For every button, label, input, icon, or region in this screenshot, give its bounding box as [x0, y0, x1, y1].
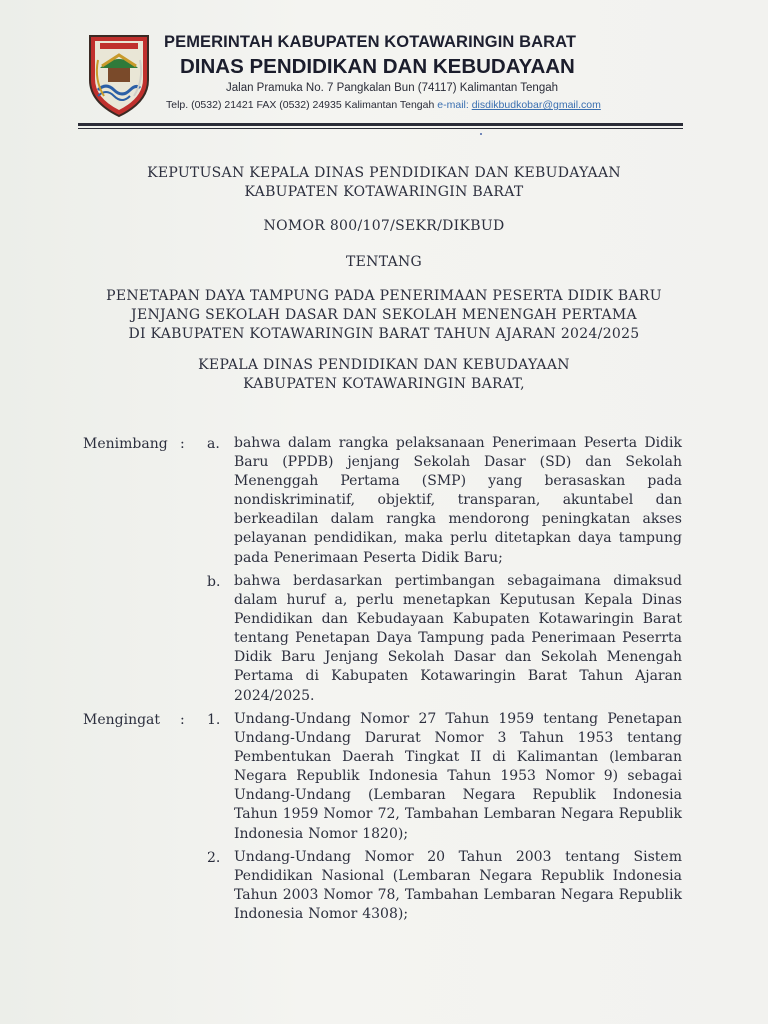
- decree-number: NOMOR 800/107/SEKR/DIKBUD: [263, 218, 505, 234]
- letterhead-office: DINAS PENDIDIKAN DAN KEBUDAYAAN: [180, 55, 575, 78]
- menimbang-a-text: bahwa dalam rangka pelaksanaan Penerimaan Peserta Didik Baru (PPDB) jenjang Sekolah Dasar (SD) dan Sekolah Menenggah Pertama (SMP) yang berasaskan pada nondiskriminatif, objektif, transparan, akuntabel dan berkeadilan dalam rangka mendorong peningkatan akses pelayanan pendidikan, maka perlu ditetapkan daya tampung pada Penerimaan Peserta Didik Baru;: [234, 435, 682, 566]
- authority-1: KEPALA DINAS PENDIDIKAN DAN KEBUDAYAAN: [198, 357, 570, 373]
- letterhead-address: Jalan Pramuka No. 7 Pangkalan Bun (74117) Kalimantan Tengah: [226, 82, 559, 94]
- email-label: e-mail:: [437, 99, 469, 111]
- email-link[interactable]: disdikbudkobar@gmail.com: [471, 99, 601, 111]
- menimbang-label: Menimbang: [83, 436, 168, 452]
- mengingat-2-marker: 2.: [207, 850, 221, 866]
- mengingat-label: Mengingat: [83, 712, 161, 728]
- decree-title-1: KEPUTUSAN KEPALA DINAS PENDIDIKAN DAN KEBUDAYAAN: [147, 165, 621, 181]
- mengingat-1-text: Undang-Undang Nomor 27 Tahun 1959 tentang Penetapan Undang-Undang Darurat Nomor 3 Tahun 1953 tentang Pembentukan Daerah Tingkat II di Kalimantan (lembaran Negara Republik Indonesia Tahun 1953 Nomor 9) sebagai Undang-Undang (Lembaran Negara Republik Indonesia Tahun 1959 Nomor 72, Tambahan Lembaran Negara Republik Indonesia Nomor 1820);: [234, 711, 682, 842]
- mengingat-1-marker: 1.: [207, 712, 221, 728]
- menimbang-colon: :: [180, 436, 185, 452]
- menimbang-a-marker: a.: [207, 436, 220, 452]
- mengingat-colon: :: [180, 712, 185, 728]
- menimbang-b-text: bahwa berdasarkan pertimbangan sebagaimana dimaksud dalam huruf a, perlu menetapkan Keputusan Kepala Dinas Pendidikan dan Kebudayaan Kabupaten Kotawaringin Barat tentang Penetapan Daya Tampung pada Penerimaan Peserrta Didik Baru Jenjang Sekolah Dasar dan Sekolah Menengah Pertama di Kabupaten Kotawaringin Barat Tahun Ajaran 2024/2025.: [234, 573, 682, 704]
- decree-subject-1: PENETAPAN DAYA TAMPUNG PADA PENERIMAAN PESERTA DIDIK BARU: [106, 288, 662, 304]
- decree-title-2: KABUPATEN KOTAWARINGIN BARAT: [244, 184, 524, 200]
- mengingat-2-text: Undang-Undang Nomor 20 Tahun 2003 tentang Sistem Pendidikan Nasional (Lembaran Negara Republik Indonesia Tahun 2003 Nomor 78, Tambahan Lembaran Negara Republik Indonesia Nomor 4308);: [234, 849, 682, 923]
- regency-logo: [84, 30, 154, 118]
- decree-subject-2: JENJANG SEKOLAH DASAR DAN SEKOLAH MENENGAH PERTAMA: [131, 307, 637, 323]
- letterhead-rule-thin: [78, 128, 683, 129]
- authority-2: KABUPATEN KOTAWARINGIN BARAT,: [243, 376, 525, 392]
- decree-about: TENTANG: [345, 254, 423, 270]
- letterhead-contact: Telp. (0532) 21421 FAX (0532) 24935 Kalimantan Tengah: [166, 99, 435, 111]
- letterhead-rule-thick: [78, 123, 683, 126]
- menimbang-b-marker: b.: [207, 574, 221, 590]
- letterhead-government: PEMERINTAH KABUPATEN KOTAWARINGIN BARAT: [164, 33, 577, 51]
- decree-subject-3: DI KABUPATEN KOTAWARINGIN BARAT TAHUN AJARAN 2024/2025: [128, 326, 640, 342]
- scan-speck: [480, 133, 482, 135]
- letterhead-contact-line: [166, 99, 601, 111]
